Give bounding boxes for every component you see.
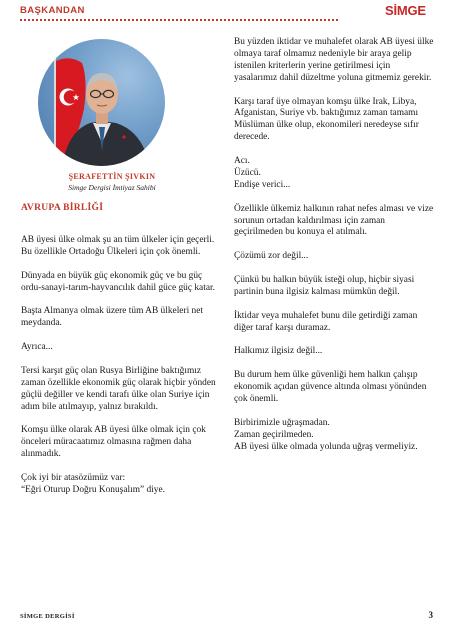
paragraph: AB üyesi ülke olmak şu an tüm ülkeler için geçerli. Bu özellikle Ortadoğu Ülkeleri için çok önemli. (21, 235, 215, 257)
paragraph: Tersi karşıt güç olan Rusya Birliğine baktığımız zaman özellikle ekonomik güç olarak hiçbir yönden güçlü değiller ve kendi tarafı ülke olan Suriye için adım bile atılmayıp, yalnız bırakıldı. (21, 365, 216, 412)
author-name: ŞERAFETTİN ŞIVKIN (68, 172, 156, 181)
footer-magazine-name: SİMGE DERGİSİ (20, 613, 75, 620)
paragraph: Halkımız ilgisiz değil... (234, 346, 323, 357)
article-title: AVRUPA BİRLİĞİ (21, 203, 104, 213)
page-number: 3 (428, 610, 433, 620)
flagpole (54, 57, 56, 166)
header-divider (20, 19, 338, 21)
paragraph: Birbirimizle uğraşmadan. Zaman geçirilmeden. AB üyesi ülke olmada yolunda uğraş vermeliyiz. (234, 417, 418, 452)
paragraph: Acı. Üzücü. Endişe verici... (234, 156, 291, 190)
author-portrait (38, 39, 165, 166)
paragraph: Özellikle ülkemiz halkının rahat nefes alması ve vize sorunun ortadan kaldırılması için zaman geçirilmeden bu konuya el atılmalı. (234, 203, 434, 238)
paragraph: İktidar veya muhalefet bunu dile getirdiği zaman diğer taraf karşı duramaz. (234, 310, 418, 333)
paragraph: Ayrıca... (21, 342, 53, 353)
section-header: BAŞKANDAN (20, 5, 85, 16)
paragraph: Dünyada en büyük güç ekonomik güç ve bu güç ordu-sanayi-tarım-hayvancılık dahil güce güç katar. (21, 270, 215, 293)
portrait-illustration (38, 39, 165, 166)
paragraph: Çünkü bu halkın büyük isteği olup, hiçbir siyasi partinin buna ilgisiz kalması mümkün değil. (234, 275, 415, 297)
author-role: Simge Dergisi İmtiyaz Sahibi (68, 183, 156, 192)
paragraph: Bu yüzden iktidar ve muhalefet olarak AB üyesi ülke olmaya taraf olmamız nedeniyle bir araya gelip istenilen kriterlerin yerine getirilmesi için yasalarımız dahil düzeltme yoluna gitmemiz gerekir. (234, 37, 434, 83)
paragraph: Komşu ülke olarak AB üyesi ülke olmak için çok önceleri müracaatımız olmasına rağmen daha alınmadık. (21, 425, 206, 460)
article-right-column (234, 37, 434, 465)
paragraph: Çözümü zor değil... (234, 251, 309, 262)
magazine-logo: SİMGE (385, 3, 426, 18)
paragraph: Karşı taraf üye olmayan komşu ülke Irak, Libya, Afganistan, Suriye vb. baktığımız zaman tamamı Müslüman ülke olup, ekonomileri neredeyse sıfır derecede. (234, 96, 419, 143)
paragraph: Bu durum hem ülke güvenliği hem halkın çalışıp ekonomik açıdan güvence altında olması yönünden çok önemli. (234, 370, 427, 405)
article-left-column (21, 235, 219, 509)
paragraph: Çok iyi bir atasözümüz var: “Eğri Oturup Doğru Konuşalım” diye. (21, 473, 165, 495)
paragraph: Başta Almanya olmak üzere tüm AB ülkeleri net meydanda. (21, 306, 203, 329)
